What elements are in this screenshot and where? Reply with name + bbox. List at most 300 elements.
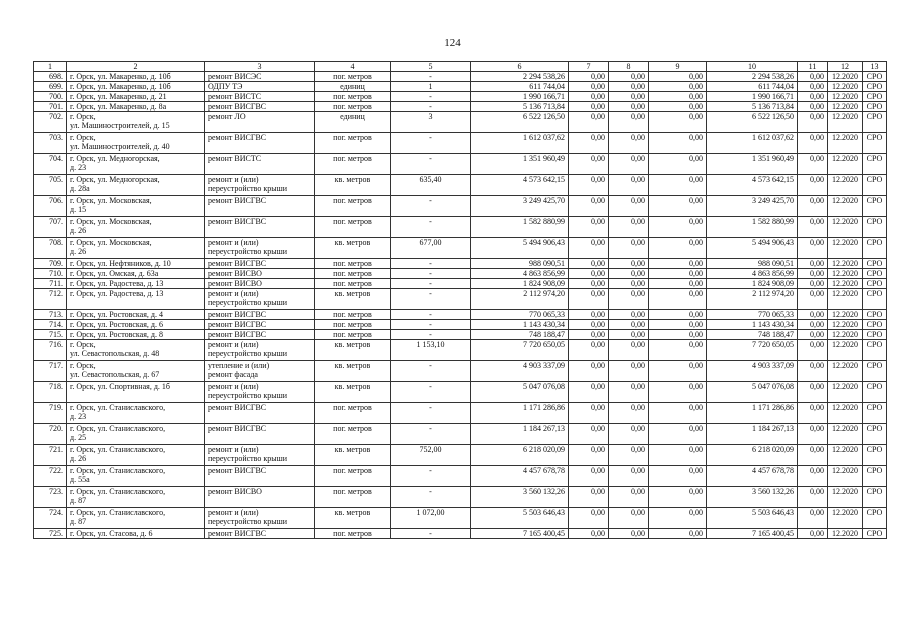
row-number: 698. <box>34 72 67 82</box>
address-cell <box>67 196 205 217</box>
method-cell: СРО <box>863 82 887 92</box>
value-cell-11: 0,00 <box>798 289 828 310</box>
value-cell-9: 0,00 <box>649 466 707 487</box>
work-type-cell-line: ремонт и (или) <box>208 340 259 349</box>
method-cell: СРО <box>863 289 887 310</box>
work-type-cell-line: ремонт ВИСГВС <box>208 217 267 226</box>
row-number: 701. <box>34 102 67 112</box>
work-type-cell-line: ремонт и (или) <box>208 445 259 454</box>
address-cell-line: г. Орск, ул. Ростовская, д. 8 <box>70 330 163 339</box>
header-cell: 10 <box>707 62 798 72</box>
total-cost-cell: 1 171 286,86 <box>471 403 569 424</box>
unit-cell: пог. метров <box>315 259 391 269</box>
address-cell-line: г. Орск, ул. Стасова, д. 6 <box>70 529 153 538</box>
row-number: 706. <box>34 196 67 217</box>
value-cell-8: 0,00 <box>609 310 649 320</box>
unit-cell: пог. метров <box>315 102 391 112</box>
quantity-cell: - <box>391 289 471 310</box>
work-type-cell <box>205 259 315 269</box>
value-cell-8: 0,00 <box>609 289 649 310</box>
address-cell <box>67 238 205 259</box>
address-cell <box>67 529 205 539</box>
total-cost-cell: 1 612 037,62 <box>471 133 569 154</box>
method-cell: СРО <box>863 175 887 196</box>
work-type-cell <box>205 289 315 310</box>
address-cell-line: г. Орск, ул. Макаренко, д. 10б <box>70 82 171 91</box>
value-cell-7: 0,00 <box>569 279 609 289</box>
unit-cell: единиц <box>315 82 391 92</box>
quantity-cell: - <box>391 320 471 330</box>
value-cell-8: 0,00 <box>609 269 649 279</box>
unit-cell: пог. метров <box>315 310 391 320</box>
method-cell: СРО <box>863 320 887 330</box>
value-cell-8: 0,00 <box>609 424 649 445</box>
row-number: 718. <box>34 382 67 403</box>
value-cell-9: 0,00 <box>649 361 707 382</box>
value-cell-7: 0,00 <box>569 259 609 269</box>
value-cell-7: 0,00 <box>569 403 609 424</box>
total-cost-cell: 6 218 020,09 <box>471 445 569 466</box>
quantity-cell: 1 153,10 <box>391 340 471 361</box>
value-cell-8: 0,00 <box>609 112 649 133</box>
table-row <box>34 175 887 196</box>
address-cell-line: ул. Севастопольская, д. 48 <box>70 349 160 358</box>
method-cell: СРО <box>863 340 887 361</box>
value-cell-8: 0,00 <box>609 259 649 269</box>
value-cell-7: 0,00 <box>569 217 609 238</box>
row-number: 716. <box>34 340 67 361</box>
row-number: 707. <box>34 217 67 238</box>
work-type-cell <box>205 403 315 424</box>
address-cell-line: г. Орск, ул. Станиславского, <box>70 508 166 517</box>
work-type-cell <box>205 238 315 259</box>
row-number: 714. <box>34 320 67 330</box>
value-cell-7: 0,00 <box>569 487 609 508</box>
address-cell-line: д. 87 <box>70 496 87 505</box>
total-cost-cell: 7 720 650,05 <box>471 340 569 361</box>
period-cell: 12.2020 <box>828 340 863 361</box>
work-type-cell <box>205 320 315 330</box>
value-cell-9: 0,00 <box>649 112 707 133</box>
unit-cell: кв. метров <box>315 289 391 310</box>
period-cell: 12.2020 <box>828 466 863 487</box>
table-row <box>34 269 887 279</box>
table-row <box>34 133 887 154</box>
value-cell-9: 0,00 <box>649 310 707 320</box>
unit-cell: пог. метров <box>315 269 391 279</box>
quantity-cell: - <box>391 382 471 403</box>
value-cell-11: 0,00 <box>798 310 828 320</box>
address-cell-line: д. 15 <box>70 205 87 214</box>
value-cell-11: 0,00 <box>798 330 828 340</box>
address-cell-line: г. Орск, ул. Омская, д. 63а <box>70 269 159 278</box>
row-number: 703. <box>34 133 67 154</box>
value-cell-7: 0,00 <box>569 196 609 217</box>
work-type-cell <box>205 445 315 466</box>
address-cell-line: г. Орск, ул. Станиславского, <box>70 487 166 496</box>
table-row <box>34 259 887 269</box>
value-cell-7: 0,00 <box>569 82 609 92</box>
value-cell-9: 0,00 <box>649 445 707 466</box>
total-cost-cell: 1 582 880,99 <box>471 217 569 238</box>
period-cell: 12.2020 <box>828 403 863 424</box>
work-type-cell <box>205 310 315 320</box>
address-cell-line: г. Орск, ул. Нефтяников, д. 10 <box>70 259 171 268</box>
value-cell-11: 0,00 <box>798 72 828 82</box>
unit-cell: пог. метров <box>315 279 391 289</box>
quantity-cell: 1 072,00 <box>391 508 471 529</box>
period-cell: 12.2020 <box>828 424 863 445</box>
work-type-cell <box>205 154 315 175</box>
unit-cell: пог. метров <box>315 466 391 487</box>
table-row <box>34 238 887 259</box>
method-cell: СРО <box>863 217 887 238</box>
unit-cell: пог. метров <box>315 487 391 508</box>
value-cell-10: 4 457 678,78 <box>707 466 798 487</box>
value-cell-11: 0,00 <box>798 466 828 487</box>
value-cell-8: 0,00 <box>609 279 649 289</box>
address-cell <box>67 310 205 320</box>
value-cell-9: 0,00 <box>649 196 707 217</box>
table-row <box>34 112 887 133</box>
quantity-cell: 1 <box>391 82 471 92</box>
total-cost-cell: 1 143 430,34 <box>471 320 569 330</box>
value-cell-11: 0,00 <box>798 487 828 508</box>
work-type-cell-line: переустройство крыши <box>208 454 288 463</box>
address-cell <box>67 92 205 102</box>
value-cell-11: 0,00 <box>798 361 828 382</box>
value-cell-7: 0,00 <box>569 238 609 259</box>
row-number: 708. <box>34 238 67 259</box>
address-cell-line: г. Орск, <box>70 340 96 349</box>
address-cell <box>67 466 205 487</box>
address-cell-line: г. Орск, ул. Московская, <box>70 217 152 226</box>
value-cell-11: 0,00 <box>798 403 828 424</box>
value-cell-7: 0,00 <box>569 92 609 102</box>
work-type-cell-line: ремонт ВИСГВС <box>208 102 267 111</box>
address-cell <box>67 487 205 508</box>
value-cell-7: 0,00 <box>569 72 609 82</box>
unit-cell: кв. метров <box>315 340 391 361</box>
total-cost-cell: 4 903 337,09 <box>471 361 569 382</box>
work-type-cell-line: ремонт ВИСГВС <box>208 466 267 475</box>
total-cost-cell: 748 188,47 <box>471 330 569 340</box>
value-cell-9: 0,00 <box>649 72 707 82</box>
row-number: 713. <box>34 310 67 320</box>
header-cell: 1 <box>34 62 67 72</box>
method-cell: СРО <box>863 487 887 508</box>
address-cell <box>67 112 205 133</box>
address-cell-line: г. Орск, ул. Радостева, д. 13 <box>70 289 164 298</box>
quantity-cell: - <box>391 466 471 487</box>
value-cell-10: 988 090,51 <box>707 259 798 269</box>
value-cell-10: 7 720 650,05 <box>707 340 798 361</box>
work-type-cell-line: ремонт фасада <box>208 370 258 379</box>
value-cell-10: 1 143 430,34 <box>707 320 798 330</box>
method-cell: СРО <box>863 310 887 320</box>
value-cell-7: 0,00 <box>569 466 609 487</box>
quantity-cell: - <box>391 154 471 175</box>
quantity-cell: - <box>391 133 471 154</box>
quantity-cell: - <box>391 102 471 112</box>
quantity-cell: - <box>391 279 471 289</box>
work-type-cell <box>205 340 315 361</box>
method-cell: СРО <box>863 133 887 154</box>
total-cost-cell: 770 065,33 <box>471 310 569 320</box>
unit-cell: пог. метров <box>315 320 391 330</box>
value-cell-9: 0,00 <box>649 424 707 445</box>
work-type-cell <box>205 269 315 279</box>
value-cell-8: 0,00 <box>609 102 649 112</box>
value-cell-10: 2 112 974,20 <box>707 289 798 310</box>
row-number: 723. <box>34 487 67 508</box>
value-cell-10: 7 165 400,45 <box>707 529 798 539</box>
method-cell: СРО <box>863 279 887 289</box>
address-cell <box>67 382 205 403</box>
page-number: 124 <box>444 37 461 49</box>
table-row <box>34 424 887 445</box>
value-cell-7: 0,00 <box>569 320 609 330</box>
work-type-cell <box>205 279 315 289</box>
row-number: 722. <box>34 466 67 487</box>
table-row <box>34 279 887 289</box>
work-type-cell-line: ремонт ВИСГВС <box>208 259 267 268</box>
value-cell-8: 0,00 <box>609 403 649 424</box>
unit-cell: пог. метров <box>315 403 391 424</box>
value-cell-11: 0,00 <box>798 529 828 539</box>
value-cell-10: 1 824 908,09 <box>707 279 798 289</box>
value-cell-10: 1 171 286,86 <box>707 403 798 424</box>
row-number: 721. <box>34 445 67 466</box>
value-cell-10: 4 903 337,09 <box>707 361 798 382</box>
work-type-cell <box>205 102 315 112</box>
value-cell-11: 0,00 <box>798 112 828 133</box>
table-row <box>34 154 887 175</box>
value-cell-10: 748 188,47 <box>707 330 798 340</box>
address-cell-line: г. Орск, ул. Московская, <box>70 238 152 247</box>
unit-cell: пог. метров <box>315 92 391 102</box>
method-cell: СРО <box>863 361 887 382</box>
address-cell-line: д. 26 <box>70 454 87 463</box>
value-cell-10: 3 560 132,26 <box>707 487 798 508</box>
value-cell-9: 0,00 <box>649 269 707 279</box>
value-cell-7: 0,00 <box>569 340 609 361</box>
header-cell: 9 <box>649 62 707 72</box>
value-cell-7: 0,00 <box>569 445 609 466</box>
value-cell-9: 0,00 <box>649 217 707 238</box>
work-type-cell <box>205 112 315 133</box>
value-cell-7: 0,00 <box>569 382 609 403</box>
value-cell-10: 5 136 713,84 <box>707 102 798 112</box>
address-cell-line: д. 23 <box>70 163 87 172</box>
value-cell-10: 1 582 880,99 <box>707 217 798 238</box>
row-number: 724. <box>34 508 67 529</box>
value-cell-11: 0,00 <box>798 259 828 269</box>
row-number: 720. <box>34 424 67 445</box>
address-cell-line: г. Орск, ул. Станиславского, <box>70 403 166 412</box>
work-type-cell-line: ремонт ВИСГВС <box>208 196 267 205</box>
value-cell-10: 5 047 076,08 <box>707 382 798 403</box>
method-cell: СРО <box>863 382 887 403</box>
address-cell-line: г. Орск, ул. Макаренко, д. 8а <box>70 102 167 111</box>
total-cost-cell: 1 351 960,49 <box>471 154 569 175</box>
method-cell: СРО <box>863 238 887 259</box>
table-row <box>34 508 887 529</box>
work-type-cell <box>205 487 315 508</box>
quantity-cell: - <box>391 269 471 279</box>
value-cell-10: 1 184 267,13 <box>707 424 798 445</box>
value-cell-10: 1 612 037,62 <box>707 133 798 154</box>
address-cell <box>67 424 205 445</box>
table-row <box>34 217 887 238</box>
unit-cell: кв. метров <box>315 238 391 259</box>
value-cell-10: 4 863 856,99 <box>707 269 798 279</box>
value-cell-11: 0,00 <box>798 82 828 92</box>
work-type-cell <box>205 72 315 82</box>
unit-cell: пог. метров <box>315 529 391 539</box>
period-cell: 12.2020 <box>828 217 863 238</box>
work-type-cell-line: ремонт ВИСВО <box>208 269 262 278</box>
address-cell <box>67 102 205 112</box>
period-cell: 12.2020 <box>828 279 863 289</box>
total-cost-cell: 5 494 906,43 <box>471 238 569 259</box>
header-cell: 8 <box>609 62 649 72</box>
method-cell: СРО <box>863 529 887 539</box>
address-cell <box>67 330 205 340</box>
method-cell: СРО <box>863 466 887 487</box>
value-cell-9: 0,00 <box>649 279 707 289</box>
value-cell-8: 0,00 <box>609 217 649 238</box>
address-cell <box>67 72 205 82</box>
work-type-cell-line: ремонт и (или) <box>208 382 259 391</box>
method-cell: СРО <box>863 259 887 269</box>
row-number: 710. <box>34 269 67 279</box>
work-type-cell <box>205 175 315 196</box>
total-cost-cell: 4 863 856,99 <box>471 269 569 279</box>
work-type-cell-line: ремонт и (или) <box>208 289 259 298</box>
period-cell: 12.2020 <box>828 259 863 269</box>
total-cost-cell: 2 294 538,26 <box>471 72 569 82</box>
table-row <box>34 92 887 102</box>
work-type-cell <box>205 466 315 487</box>
work-type-cell-line: ремонт ВИСТС <box>208 154 262 163</box>
period-cell: 12.2020 <box>828 320 863 330</box>
quantity-cell: - <box>391 217 471 238</box>
unit-cell: пог. метров <box>315 133 391 154</box>
quantity-cell: - <box>391 529 471 539</box>
value-cell-11: 0,00 <box>798 382 828 403</box>
work-type-cell <box>205 424 315 445</box>
period-cell: 12.2020 <box>828 529 863 539</box>
row-number: 700. <box>34 92 67 102</box>
work-type-cell-line: ремонт ВИСГВС <box>208 403 267 412</box>
unit-cell: пог. метров <box>315 154 391 175</box>
total-cost-cell: 1 184 267,13 <box>471 424 569 445</box>
table-row <box>34 466 887 487</box>
header-cell: 2 <box>67 62 205 72</box>
period-cell: 12.2020 <box>828 361 863 382</box>
work-type-cell <box>205 133 315 154</box>
address-cell-line: г. Орск, ул. Спортивная, д. 1б <box>70 382 170 391</box>
value-cell-8: 0,00 <box>609 82 649 92</box>
address-cell-line: г. Орск, <box>70 133 96 142</box>
table-row <box>34 361 887 382</box>
value-cell-7: 0,00 <box>569 112 609 133</box>
value-cell-9: 0,00 <box>649 259 707 269</box>
table-row <box>34 529 887 539</box>
address-cell <box>67 279 205 289</box>
work-type-cell-line: переустройство крыши <box>208 247 288 256</box>
quantity-cell: - <box>391 487 471 508</box>
value-cell-8: 0,00 <box>609 72 649 82</box>
work-type-cell-line: переустройство крыши <box>208 298 288 307</box>
value-cell-8: 0,00 <box>609 320 649 330</box>
value-cell-9: 0,00 <box>649 92 707 102</box>
address-cell <box>67 133 205 154</box>
unit-cell: кв. метров <box>315 445 391 466</box>
value-cell-9: 0,00 <box>649 175 707 196</box>
value-cell-8: 0,00 <box>609 154 649 175</box>
value-cell-11: 0,00 <box>798 340 828 361</box>
work-type-cell-line: ремонт ВИСГВС <box>208 424 267 433</box>
value-cell-7: 0,00 <box>569 175 609 196</box>
period-cell: 12.2020 <box>828 154 863 175</box>
work-type-cell-line: ОДПУ ТЭ <box>208 82 243 91</box>
period-cell: 12.2020 <box>828 382 863 403</box>
address-cell <box>67 269 205 279</box>
work-type-cell-line: переустройство крыши <box>208 184 288 193</box>
period-cell: 12.2020 <box>828 289 863 310</box>
unit-cell: кв. метров <box>315 361 391 382</box>
value-cell-10: 3 249 425,70 <box>707 196 798 217</box>
address-cell-line: д. 23 <box>70 412 87 421</box>
value-cell-9: 0,00 <box>649 102 707 112</box>
value-cell-9: 0,00 <box>649 82 707 92</box>
value-cell-11: 0,00 <box>798 508 828 529</box>
work-type-cell <box>205 330 315 340</box>
value-cell-8: 0,00 <box>609 196 649 217</box>
address-cell-line: ул. Машиностроителей, д. 15 <box>70 121 170 130</box>
period-cell: 12.2020 <box>828 112 863 133</box>
row-number: 711. <box>34 279 67 289</box>
address-cell-line: г. Орск, ул. Ростовская, д. 4 <box>70 310 163 319</box>
work-type-cell-line: переустройство крыши <box>208 391 288 400</box>
value-cell-10: 1 990 166,71 <box>707 92 798 102</box>
address-cell-line: д. 26 <box>70 247 87 256</box>
value-cell-7: 0,00 <box>569 102 609 112</box>
unit-cell: единиц <box>315 112 391 133</box>
method-cell: СРО <box>863 508 887 529</box>
value-cell-11: 0,00 <box>798 196 828 217</box>
work-type-cell <box>205 217 315 238</box>
row-number: 725. <box>34 529 67 539</box>
address-cell-line: д. 87 <box>70 517 87 526</box>
method-cell: СРО <box>863 269 887 279</box>
total-cost-cell: 5 047 076,08 <box>471 382 569 403</box>
value-cell-9: 0,00 <box>649 320 707 330</box>
address-cell-line: г. Орск, ул. Макаренко, д. 21 <box>70 92 167 101</box>
value-cell-9: 0,00 <box>649 330 707 340</box>
address-cell-line: д. 28а <box>70 184 90 193</box>
row-number: 704. <box>34 154 67 175</box>
address-cell-line: г. Орск, ул. Макаренко, д. 10б <box>70 72 171 81</box>
unit-cell: пог. метров <box>315 72 391 82</box>
method-cell: СРО <box>863 196 887 217</box>
address-cell <box>67 403 205 424</box>
quantity-cell: - <box>391 310 471 320</box>
work-type-cell-line: утепление и (или) <box>208 361 270 370</box>
period-cell: 12.2020 <box>828 508 863 529</box>
